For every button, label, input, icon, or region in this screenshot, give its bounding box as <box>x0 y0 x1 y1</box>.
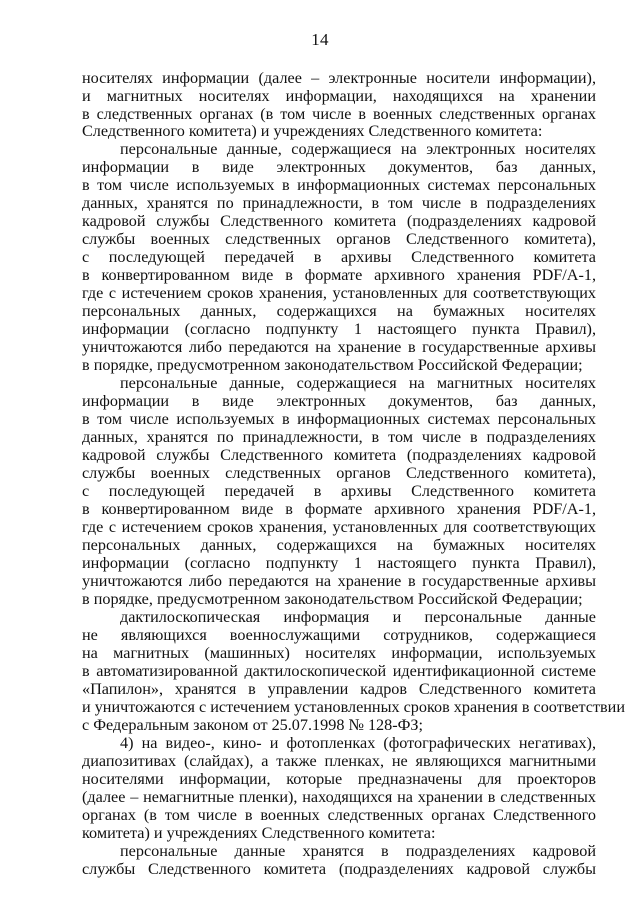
text-line: в порядке, предусмотренном законодательством Российской Федерации; <box>82 590 583 608</box>
text-line: в конвертированном виде в формате архивного хранения PDF/A-1, <box>82 500 596 518</box>
text-line: и уничтожаются с истечением установленных сроков хранения в соответствии <box>82 698 625 716</box>
text-line: органах (в том числе в военных следственных органах Следственного <box>82 806 596 824</box>
text-line: в следственных органах (в том числе в военных следственных органах <box>82 105 596 123</box>
text-line: персональных данных, содержащихся на бумажных носителях <box>82 302 596 320</box>
text-line: службы Следственного комитета (подразделениях кадровой службы <box>82 860 596 878</box>
text-line: информации в виде электронных документов, баз данных, <box>82 392 596 410</box>
text-line: «Папилон», хранятся в управлении кадров Следственного комитета <box>82 680 596 698</box>
text-line: 4) на видео-, кино- и фотопленках (фотографических негативах), <box>120 734 596 752</box>
text-line: в конвертированном виде в формате архивного хранения PDF/A-1, <box>82 266 596 284</box>
text-line: персональные данные, содержащиеся на электронных носителях <box>120 140 596 158</box>
text-line: Следственного комитета) и учреждениях Следственного комитета: <box>82 122 543 140</box>
text-line: где с истечением сроков хранения, установленных для соответствующих <box>82 284 596 302</box>
text-line: диапозитивах (слайдах), а также пленках, не являющихся магнитными <box>82 752 596 770</box>
text-line: персональные данные, содержащиеся на магнитных носителях <box>120 374 596 392</box>
text-line: кадровой службы Следственного комитета (подразделениях кадровой <box>82 446 596 464</box>
text-line: данных, хранятся по принадлежности, в том числе в подразделениях <box>82 194 596 212</box>
text-line: и магнитных носителях информации, находящихся на хранении <box>82 87 596 105</box>
page-number: 14 <box>311 30 329 49</box>
text-line: кадровой службы Следственного комитета (подразделениях кадровой <box>82 212 596 230</box>
text-line: с последующей передачей в архивы Следственного комитета <box>82 482 596 500</box>
text-line: уничтожаются либо передаются на хранение в государственные архивы <box>82 572 596 590</box>
text-line: службы военных следственных органов Следственного комитета), <box>82 230 596 248</box>
text-line: в автоматизированной дактилоскопической идентификационной системе <box>82 662 596 680</box>
text-line: с Федеральным законом от 25.07.1998 № 128-ФЗ; <box>82 716 424 734</box>
text-line: персональные данные хранятся в подразделениях кадровой <box>120 842 596 860</box>
text-line: данных, хранятся по принадлежности, в том числе в подразделениях <box>82 428 596 446</box>
text-line: персональных данных, содержащихся на бумажных носителях <box>82 536 596 554</box>
text-line: носителях информации (далее – электронные носители информации), <box>82 69 596 87</box>
text-line: не являющихся военнослужащими сотрудников, содержащиеся <box>82 626 596 644</box>
text-line: информации (согласно подпункту 1 настоящего пункта Правил), <box>82 554 596 572</box>
text-line: службы военных следственных органов Следственного комитета), <box>82 464 596 482</box>
text-line: в том числе используемых в информационных системах персональных <box>82 410 596 428</box>
text-line: информации в виде электронных документов, баз данных, <box>82 158 596 176</box>
text-line: дактилоскопическая информация и персональные данные <box>120 608 596 626</box>
text-line: уничтожаются либо передаются на хранение в государственные архивы <box>82 338 596 356</box>
text-line: на магнитных (машинных) носителях информации, используемых <box>82 644 596 662</box>
text-line: информации (согласно подпункту 1 настоящего пункта Правил), <box>82 320 596 338</box>
text-line: (далее – немагнитные пленки), находящихся на хранении в следственных <box>82 788 596 806</box>
text-line: носителями информации, которые предназначены для проекторов <box>82 770 596 788</box>
text-line: в том числе используемых в информационных системах персональных <box>82 176 596 194</box>
text-line: в порядке, предусмотренном законодательством Российской Федерации; <box>82 356 583 374</box>
text-line: где с истечением сроков хранения, установленных для соответствующих <box>82 518 596 536</box>
text-line: комитета) и учреждениях Следственного комитета: <box>82 824 436 842</box>
text-line: с последующей передачей в архивы Следственного комитета <box>82 248 596 266</box>
